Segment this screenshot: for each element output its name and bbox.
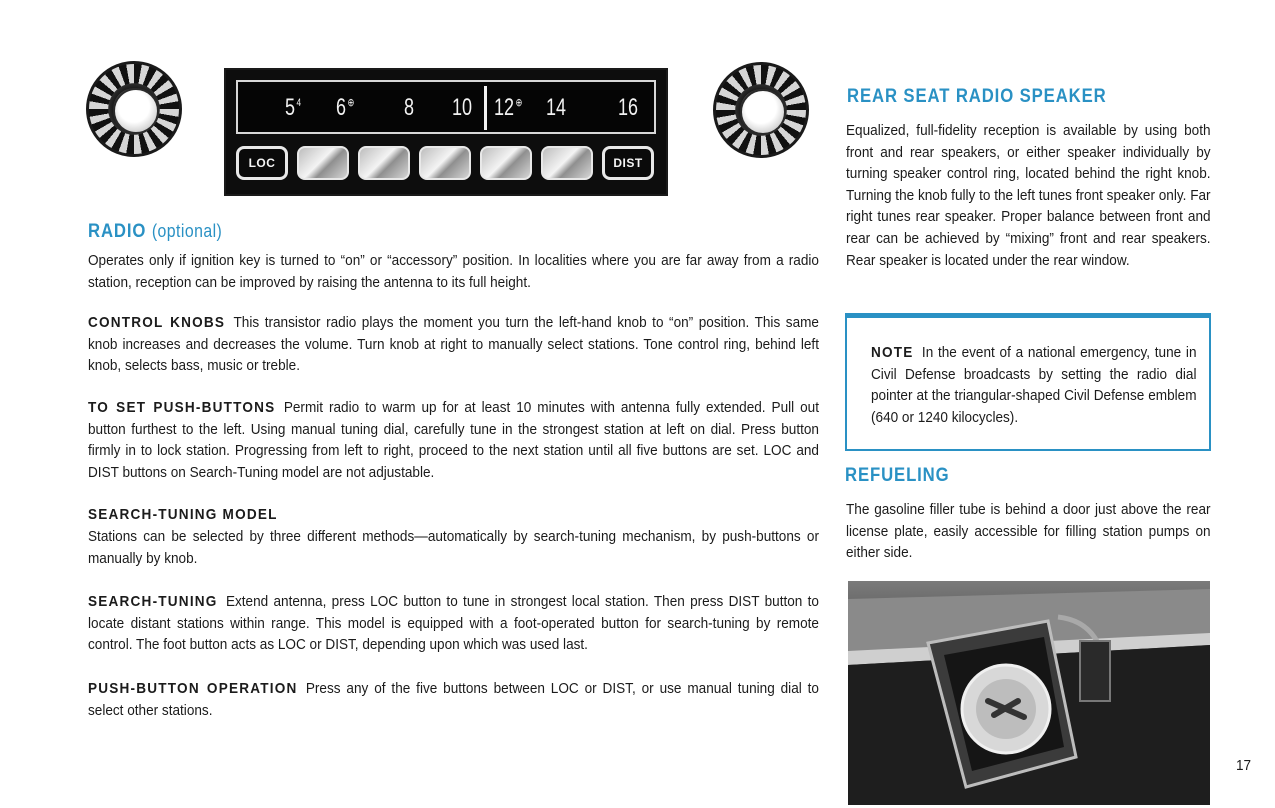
dial-number: 5 $^4$ [285, 94, 302, 121]
push-button-illustration [541, 146, 593, 180]
push-button-illustration [358, 146, 410, 180]
dial-number: 10 [452, 94, 473, 121]
push-buttons-title: TO SET PUSH-BUTTONS [88, 400, 276, 416]
dist-button-illustration: DIST [602, 146, 654, 180]
dial-number: 16 [618, 94, 639, 121]
push-button-illustration [419, 146, 471, 180]
refueling-paragraph: The gasoline filler tube is behind a door just above the rear license plate, easily accessible for filling station pumps on either side. [846, 502, 1211, 562]
search-model-paragraph: Stations can be selected by three different methods—automatically by search-tuning mechanism, by push-buttons or manually by knob. [88, 529, 819, 567]
fuel-door-illustration [848, 581, 1210, 805]
volume-knob-illustration [86, 61, 182, 157]
push-button-row [236, 146, 656, 182]
radio-heading: RADIO (optional) [88, 221, 223, 242]
tuning-dial-strip [236, 80, 656, 134]
civil-defense-emblem-icon: ⊕ [347, 97, 355, 109]
dial-number: 12 ⊕ [494, 94, 523, 121]
dial-pointer [484, 86, 487, 130]
note-title: NOTE [871, 345, 914, 361]
control-knobs-paragraph: CONTROL KNOBS This transistor radio plays the moment you turn the left-hand knob to “on” position. This same knob increases and decreases the volume. Turn knob at right to manually select stations. Tone control ring, behind left knob, selects bass, music or treble. [88, 315, 819, 375]
control-knobs-title: CONTROL KNOBS [88, 315, 226, 331]
search-tuning-title: SEARCH-TUNING [88, 594, 218, 610]
page-number: 17 [1236, 758, 1252, 774]
push-button-illustration [480, 146, 532, 180]
search-model-title: SEARCH-TUNING MODEL [88, 507, 278, 523]
rear-speaker-paragraph: Equalized, full-fidelity reception is available by using both front and rear speakers, or either speaker individually by turning speaker control ring, located behind the right knob. Turning the knob fully to the left tunes front speaker only. Far right tunes rear speaker. Proper balance between front and rear can be achieved by “mixing” front and rear speakers. Rear speaker is located under the rear window. [846, 123, 1211, 269]
fuel-filler-door-photo [848, 581, 1210, 805]
dial-number: 6 ⊕ [336, 94, 355, 121]
push-button-illustration [297, 146, 349, 180]
radio-intro-paragraph: Operates only if ignition key is turned to “on” or “accessory” position. In localities where you are far away from a radio station, reception can be improved by raising the antenna to its full height. [88, 253, 819, 291]
tuning-knob-illustration [713, 62, 809, 158]
dial-number: 14 [546, 94, 567, 121]
knob-cap-icon [113, 88, 159, 134]
civil-defense-emblem-icon: ⊕ [515, 97, 523, 109]
loc-button-illustration: LOC [236, 146, 288, 180]
radio-face-illustration [224, 68, 668, 196]
note-box [845, 313, 1211, 451]
note-paragraph: NOTE In the event of a national emergency, tune in Civil Defense broadcasts by setting the radio dial pointer at the triangular-shaped Civil Defense emblem (640 or 1240 kilocycles). [871, 345, 1197, 426]
dial-number: 8 [404, 94, 415, 121]
push-operation-paragraph: PUSH-BUTTON OPERATION Press any of the five buttons between LOC or DIST, or use manual tuning dial to select other stations. [88, 681, 819, 719]
refueling-heading: REFUELING [845, 465, 950, 486]
rear-speaker-heading: REAR SEAT RADIO SPEAKER [847, 86, 1107, 107]
search-tuning-paragraph: SEARCH-TUNING Extend antenna, press LOC button to tune in strongest local station. Then press DIST button to locate distant stations within range. This model is equipped with a foot-operated button for search-tuning by remote control. The foot button acts as LOC or DIST, depending upon which was used last. [88, 594, 819, 654]
knob-cap-icon [740, 89, 786, 135]
push-buttons-paragraph: TO SET PUSH-BUTTONS Permit radio to warm up for at least 10 minutes with antenna fully extended. Pull out button furthest to the left. Using manual tuning dial, carefully tune in the strongest station at left on dial. Press button firmly in to lock station. Progressing from left to right, proceed to the next station until all five buttons are set. LOC and DIST buttons on Search-Tuning model are not adjustable. [88, 400, 819, 481]
push-operation-title: PUSH-BUTTON OPERATION [88, 681, 298, 697]
